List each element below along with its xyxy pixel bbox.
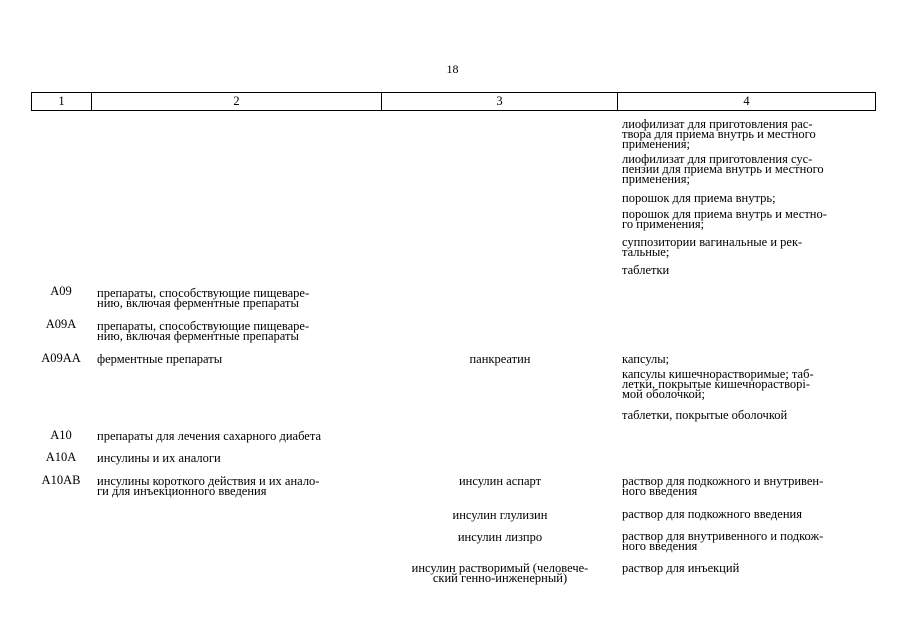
- atc-code: A10AB: [41, 473, 81, 487]
- form-line: таблетки: [622, 263, 670, 277]
- form-line: раствор для подкожного введения: [622, 507, 802, 521]
- drug-inn: инсулин растворимый (человече-: [411, 561, 589, 575]
- atc-code: A10: [50, 428, 72, 442]
- form-line: мой оболочкой;: [622, 387, 705, 401]
- form-line: лиофилизат для приготовления сус-: [622, 152, 813, 166]
- drug-inn: инсулин лизпро: [457, 530, 543, 544]
- atc-code: A09: [50, 284, 72, 298]
- form-line: суппозитории вагинальные и рек-: [622, 235, 803, 249]
- group-name-line: препараты для лечения сахарного диабета: [97, 429, 321, 443]
- header-col-1: 1: [32, 93, 92, 110]
- form-line: капсулы кишечнорастворимые; таб-: [622, 367, 814, 381]
- atc-code: A09AA: [41, 351, 81, 365]
- drug-inn: инсулин аспарт: [458, 474, 542, 488]
- form-line: раствор для внутривенного и подкож-: [622, 529, 824, 543]
- group-name-line: нию, включая ферментные препараты: [97, 329, 299, 343]
- group-name-line: ферментные препараты: [97, 352, 223, 366]
- group-name-line: ги для инъекционного введения: [97, 484, 267, 498]
- group-name-line: инсулины короткого действия и их анало-: [97, 474, 320, 488]
- form-line: пензии для приема внутрь и местного: [622, 162, 824, 176]
- group-name-line: препараты, способствующие пищеваре-: [97, 286, 310, 300]
- group-name-line: препараты, способствующие пищеваре-: [97, 319, 310, 333]
- page-number: 18: [446, 62, 459, 76]
- form-line: летки, покрытые кишечнорастворі-: [622, 377, 811, 391]
- atc-code: A10A: [45, 450, 77, 464]
- atc-code: A09A: [45, 317, 77, 331]
- form-line: применения;: [622, 172, 690, 186]
- header-col-2: 2: [92, 93, 382, 110]
- form-line: го применения;: [622, 217, 705, 231]
- drug-inn: инсулин глулизин: [452, 508, 548, 522]
- form-line: твора для приема внутрь и местного: [622, 127, 816, 141]
- header-col-4: 4: [743, 94, 750, 108]
- form-line: порошок для приема внутрь;: [622, 191, 776, 205]
- form-line: ного введения: [622, 484, 698, 498]
- form-line: порошок для приема внутрь и местно-: [622, 207, 827, 221]
- form-line: тальные;: [622, 245, 670, 259]
- form-line: капсулы;: [622, 352, 670, 366]
- table-header: [31, 92, 876, 111]
- header-col-3: 3: [382, 93, 618, 110]
- form-line: раствор для подкожного и внутривен-: [622, 474, 824, 488]
- drug-inn: панкреатин: [469, 352, 531, 366]
- form-line: лиофилизат для приготовления рас-: [622, 117, 813, 131]
- drug-inn: ский генно-инженерный): [432, 571, 568, 585]
- form-line: таблетки, покрытые оболочкой: [622, 408, 788, 422]
- form-line: раствор для инъекций: [622, 561, 740, 575]
- form-line: ного введения: [622, 539, 698, 553]
- form-line: применения;: [622, 137, 690, 151]
- group-name-line: инсулины и их аналоги: [97, 451, 221, 465]
- group-name-line: нию, включая ферментные препараты: [97, 296, 299, 310]
